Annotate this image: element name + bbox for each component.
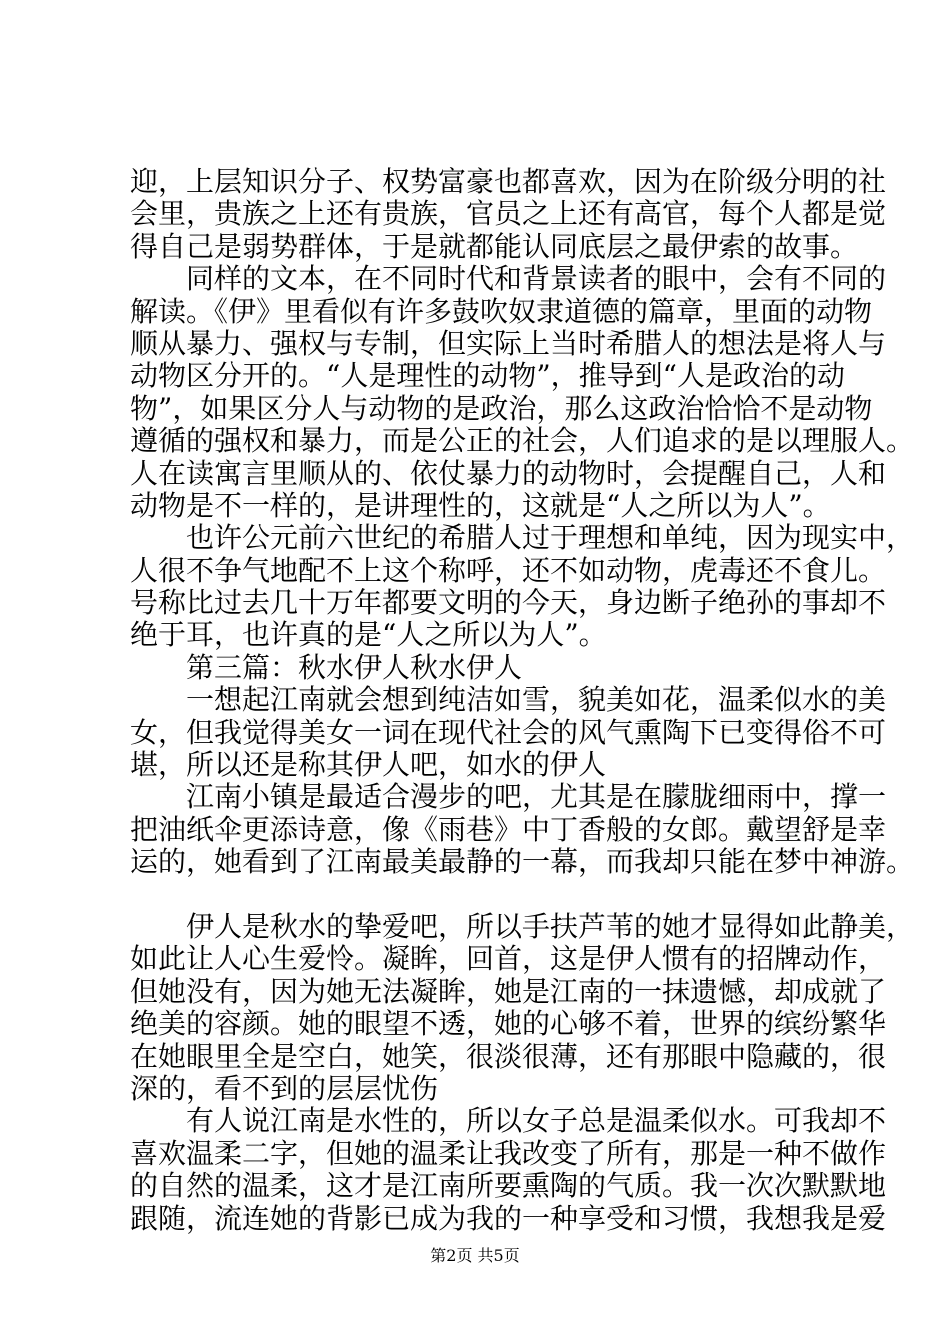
text-line: 动物区分开的。“人是理性的动物”，推导到“人是政治的动	[130, 359, 845, 393]
text-line: 江南小镇是最适合漫步的吧，尤其是在朦胧细雨中，撑一	[186, 780, 887, 814]
text-line: 也许公元前六世纪的希腊人过于理想和单纯，因为现实中，	[186, 521, 915, 555]
text-line: 解读。《伊》里看似有许多鼓吹奴隶道德的篇章，里面的动物	[130, 294, 873, 328]
text-line: 迎，上层知识分子、权势富豪也都喜欢，因为在阶级分明的社	[130, 165, 887, 198]
text-line: 堪，所以还是称其伊人吧，如水的伊人	[130, 748, 607, 782]
text-line: 物”，如果区分人与动物的是政治，那么这政治恰恰不是动物	[130, 391, 873, 425]
text-line: 人很不争气地配不上这个称呼，还不如动物，虎毒还不食儿。	[130, 553, 887, 587]
text-line: 深的，看不到的层层忧伤	[130, 1071, 439, 1105]
text-line: 遵循的强权和暴力，而是公正的社会，人们追求的是以理服人。	[130, 424, 915, 458]
body-text	[130, 165, 915, 1235]
text-line: 绝美的容颜。她的眼望不透，她的心够不着，世界的缤纷繁华	[130, 1007, 887, 1041]
text-line: 有人说江南是水性的，所以女子总是温柔似水。可我却不	[186, 1104, 887, 1138]
blank-line	[130, 879, 830, 911]
text-line: 但她没有，因为她无法凝眸，她是江南的一抹遗憾，却成就了	[130, 974, 887, 1008]
text-line: 跟随，流连她的背影已成为我的一种享受和习惯，我想我是爱	[130, 1201, 887, 1235]
section-heading: 第三篇：秋水伊人秋水伊人	[186, 650, 523, 684]
text-line: 如此让人心生爱怜。凝眸，回首，这是伊人惯有的招牌动作，	[130, 942, 887, 976]
text-line: 得自己是弱势群体，于是就都能认同底层之最伊索的故事。	[130, 229, 859, 263]
text-line: 同样的文本，在不同时代和背景读者的眼中，会有不同的	[186, 262, 887, 296]
text-line: 绝于耳，也许真的是“人之所以为人”。	[130, 618, 607, 652]
text-line: 号称比过去几十万年都要文明的今天，身边断子绝孙的事却不	[130, 586, 887, 620]
page-footer: 第2页 共5页	[430, 1246, 520, 1265]
text-line: 伊人是秋水的挚爱吧，所以手扶芦苇的她才显得如此静美，	[186, 909, 915, 943]
text-line: 的自然的温柔，这才是江南所要熏陶的气质。我一次次默默地	[130, 1169, 887, 1203]
text-line: 在她眼里全是空白，她笑，很淡很薄，还有那眼中隐藏的，很	[130, 1039, 887, 1073]
text-line: 顺从暴力、强权与专制，但实际上当时希腊人的想法是将人与	[130, 326, 887, 360]
text-line: 喜欢温柔二字，但她的温柔让我改变了所有，那是一种不做作	[130, 1136, 887, 1170]
text-line: 人在读寓言里顺从的、依仗暴力的动物时，会提醒自己，人和	[130, 456, 887, 490]
text-line: 把油纸伞更添诗意，像《雨巷》中丁香般的女郎。戴望舒是幸	[130, 812, 887, 846]
text-line: 运的，她看到了江南最美最静的一幕，而我却只能在梦中神游。	[130, 845, 915, 879]
text-line: 女，但我觉得美女一词在现代社会的风气熏陶下已变得俗不可	[130, 715, 887, 749]
text-line: 一想起江南就会想到纯洁如雪，貌美如花，温柔似水的美	[186, 683, 887, 717]
text-line: 会里，贵族之上还有贵族，官员之上还有高官，每个人都是觉	[130, 197, 887, 231]
text-line: 动物是不一样的，是讲理性的，这就是“人之所以为人”。	[130, 488, 831, 522]
